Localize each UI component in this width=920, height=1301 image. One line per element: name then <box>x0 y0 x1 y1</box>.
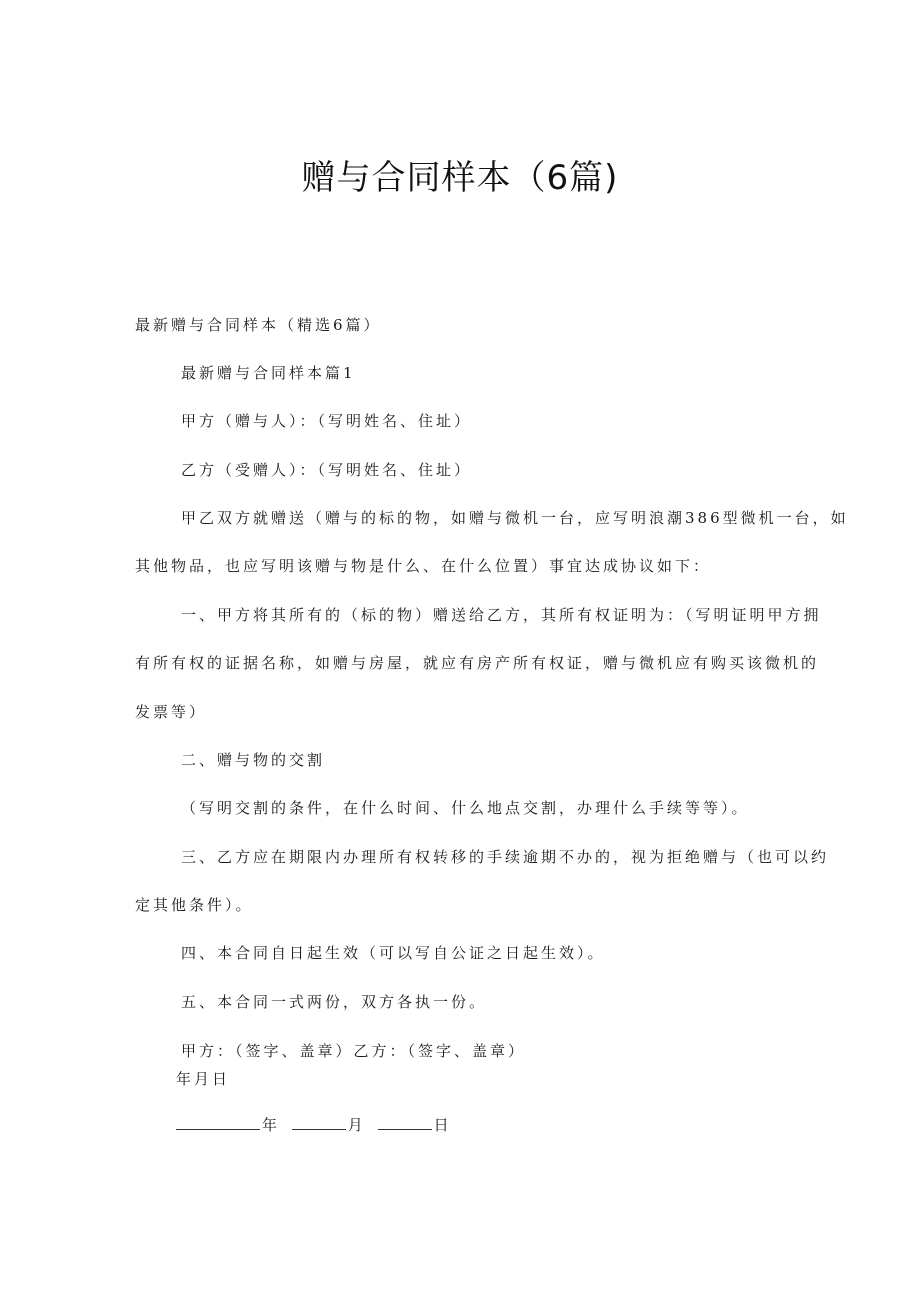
clause-2-line: 二、赠与物的交割 <box>181 751 326 769</box>
month-label: 月 <box>347 1116 363 1134</box>
party-a-line: 甲方（赠与人）：（写明姓名、住址） <box>181 412 473 430</box>
subheading-line: 最新赠与合同样本篇1 <box>181 364 356 382</box>
clause-5-line: 五、本合同一式两份，双方各执一份。 <box>181 993 488 1011</box>
clause-4-line: 四、本合同自日起生效（可以写自公证之日起生效）。 <box>181 944 606 962</box>
heading-line: 最新赠与合同样本（精选6篇） <box>135 316 382 334</box>
intro-line-1: 甲乙双方就赠送（赠与的标的物，如赠与微机一台，应写明浪潮386型微机一台，如 <box>181 509 849 527</box>
clause-1-line-3: 发票等） <box>135 703 208 721</box>
clause-3-line-2: 定其他条件）。 <box>135 896 254 914</box>
day-blank <box>378 1115 432 1130</box>
intro-line-2: 其他物品，也应写明该赠与物是什么、在什么位置）事宜达成协议如下： <box>135 557 712 575</box>
date-fill-line <box>176 1114 449 1135</box>
year-label: 年 <box>262 1116 278 1134</box>
clause-1-line-2: 有所有权的证据名称，如赠与房屋，就应有房产所有权证，赠与微机应有购买该微机的 <box>135 654 820 672</box>
clause-2-detail-line: （写明交割的条件，在什么时间、什么地点交割，办理什么手续等等）。 <box>181 799 750 817</box>
month-blank <box>292 1115 346 1130</box>
party-b-line: 乙方（受赠人）：（写明姓名、住址） <box>181 461 473 479</box>
clause-3-line-1: 三、乙方应在期限内办理所有权转移的手续逾期不办的，视为拒绝赠与（也可以约 <box>181 848 830 866</box>
year-blank <box>176 1115 260 1130</box>
day-label: 日 <box>433 1116 449 1134</box>
signature-line: 甲方：（签字、盖章）乙方：（签字、盖章） <box>181 1042 527 1060</box>
date-label-line: 年月日 <box>176 1070 231 1088</box>
clause-1-line-1: 一、甲方将其所有的（标的物）赠送给乙方，其所有权证明为：（写明证明甲方拥 <box>181 606 822 624</box>
document-title: 赠与合同样本（6篇) <box>301 158 619 198</box>
